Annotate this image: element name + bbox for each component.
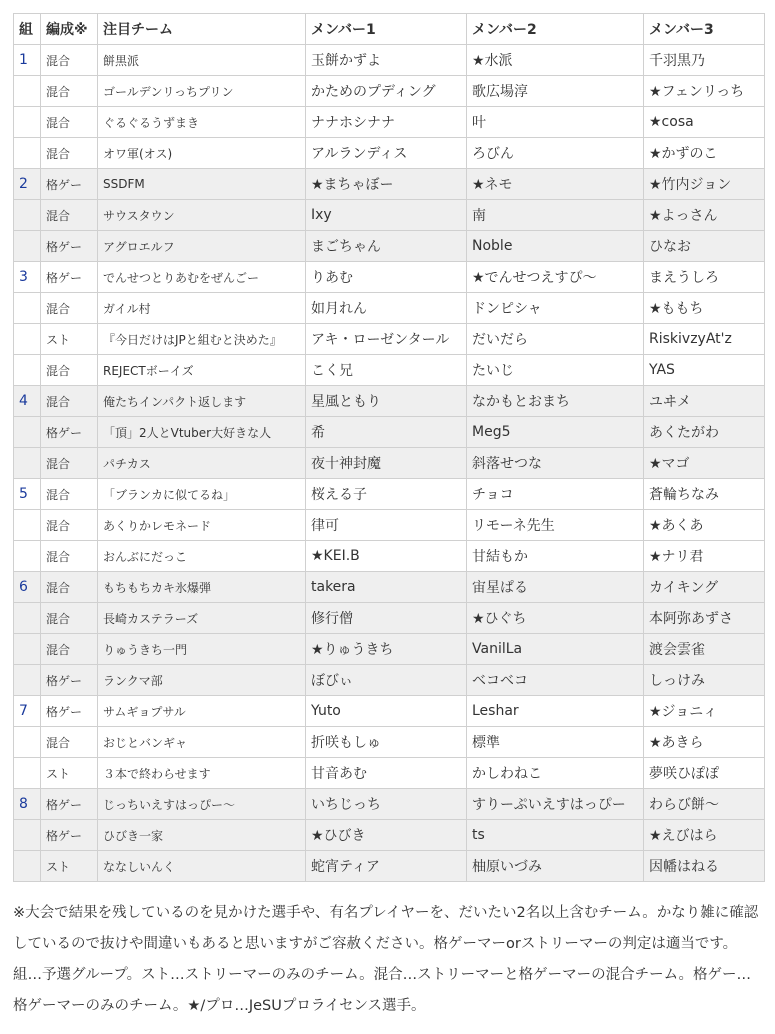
member-3-cell: ★フェンリっち [644,76,765,107]
group-cell: 2 [14,169,41,200]
member-1-cell: 玉餅かずよ [306,45,467,76]
table-row [14,510,765,541]
table-row [14,262,765,293]
member-1-cell: 星風ともり [306,386,467,417]
group-cell: 1 [14,45,41,76]
member-2-cell: ★ひぐち [467,603,644,634]
formation-cell: 混合 [41,45,98,76]
formation-cell: 格ゲー [41,789,98,820]
member-2-cell: ★水派 [467,45,644,76]
team-table-container [13,13,764,882]
formation-cell: 混合 [41,634,98,665]
member-1-cell: りあむ [306,262,467,293]
team-name-cell: あくりかレモネード [98,510,306,541]
header-group: 組 [14,14,41,45]
member-1-cell: Yuto [306,696,467,727]
member-3-cell: あくたがわ [644,417,765,448]
group-cell [14,448,41,479]
member-1-cell: まごちゃん [306,231,467,262]
member-3-cell: 夢咲ひぽぽ [644,758,765,789]
header-member-1: メンバー1 [306,14,467,45]
member-1-cell: こく兄 [306,355,467,386]
team-name-cell: おじとバンギャ [98,727,306,758]
group-cell [14,138,41,169]
formation-cell: 混合 [41,386,98,417]
member-3-cell: 本阿弥あずさ [644,603,765,634]
member-2-cell: チョコ [467,479,644,510]
table-row [14,665,765,696]
team-name-cell: でんせつとりあむをぜんごー [98,262,306,293]
member-1-cell: takera [306,572,467,603]
group-cell [14,107,41,138]
table-row [14,758,765,789]
formation-cell: 混合 [41,293,98,324]
table-row [14,820,765,851]
table-row [14,386,765,417]
table-row [14,138,765,169]
team-name-cell: もちもちカキ氷爆弾 [98,572,306,603]
member-2-cell: ★ネモ [467,169,644,200]
member-2-cell: ★でんせつえすぴ〜 [467,262,644,293]
member-1-cell: 甘音あむ [306,758,467,789]
member-3-cell: しっけみ [644,665,765,696]
member-3-cell: カイキング [644,572,765,603]
member-1-cell: アルランディス [306,138,467,169]
formation-cell: 混合 [41,355,98,386]
member-2-cell: 歌広場淳 [467,76,644,107]
table-row [14,789,765,820]
formation-cell: スト [41,851,98,882]
table-row [14,169,765,200]
member-2-cell: 斜落せつな [467,448,644,479]
member-2-cell: リモーネ先生 [467,510,644,541]
member-1-cell: ナナホシナナ [306,107,467,138]
member-3-cell: RiskivzyAt'z [644,324,765,355]
table-row [14,603,765,634]
member-1-cell: 折咲もしゅ [306,727,467,758]
member-1-cell: 桜える子 [306,479,467,510]
member-1-cell: ★りゅうきち [306,634,467,665]
member-2-cell: すりーぷいえすはっぴー [467,789,644,820]
member-3-cell: 渡会雲雀 [644,634,765,665]
team-name-cell: ３本で終わらせます [98,758,306,789]
team-name-cell: SSDFM [98,169,306,200]
table-row [14,293,765,324]
member-3-cell: ユヰメ [644,386,765,417]
formation-cell: 混合 [41,448,98,479]
member-3-cell: ★よっさん [644,200,765,231]
member-3-cell: 千羽黒乃 [644,45,765,76]
team-name-cell: 「頂」2人とVtuber大好きな人 [98,417,306,448]
member-2-cell: ベコベコ [467,665,644,696]
team-name-cell: ガイル村 [98,293,306,324]
formation-cell: 混合 [41,107,98,138]
member-3-cell: わらび餅〜 [644,789,765,820]
footnote: ※大会で結果を残しているのを見かけた選手や、有名プレイヤーを、だいたい2名以上含むチーム。かなり雑に確認しているので抜けや間違いもあると思いますがご容赦ください。格ゲーマーorストリーマーの判定は適当です。組…予選グループ。スト…ストリーマーのみのチーム。混合…ストリーマーと格ゲーマーの混合チーム。格ゲー…格ゲーマーのみのチーム。★/プロ…JeSUプロライセンス選手。 [13,905,759,1014]
member-1-cell: ぼびぃ [306,665,467,696]
group-cell: 4 [14,386,41,417]
member-2-cell: だいだら [467,324,644,355]
group-cell: 7 [14,696,41,727]
member-1-cell: 希 [306,417,467,448]
header-member-2: メンバー2 [467,14,644,45]
table-row [14,572,765,603]
team-name-cell: アグロエルフ [98,231,306,262]
member-2-cell: ts [467,820,644,851]
member-2-cell: Leshar [467,696,644,727]
team-name-cell: オワ軍(オス) [98,138,306,169]
member-3-cell: YAS [644,355,765,386]
group-cell [14,510,41,541]
group-cell [14,758,41,789]
member-1-cell: 蛇宵ティア [306,851,467,882]
formation-cell: 混合 [41,603,98,634]
table-row [14,231,765,262]
member-3-cell: ★竹内ジョン [644,169,765,200]
table-row [14,851,765,882]
table-row [14,417,765,448]
team-name-cell: パチカス [98,448,306,479]
team-name-cell: 「ブランカに似てるね」 [98,479,306,510]
header-formation: 編成※ [41,14,98,45]
formation-cell: 格ゲー [41,231,98,262]
group-cell [14,324,41,355]
member-3-cell: 因幡はねる [644,851,765,882]
formation-cell: 格ゲー [41,696,98,727]
table-row [14,479,765,510]
member-3-cell: ★ももち [644,293,765,324]
table-row [14,727,765,758]
group-cell [14,541,41,572]
member-3-cell: ★あきら [644,727,765,758]
formation-cell: 混合 [41,727,98,758]
group-cell [14,820,41,851]
team-name-cell: ランクマ部 [98,665,306,696]
formation-cell: 格ゲー [41,417,98,448]
group-cell [14,603,41,634]
member-2-cell: 柚原いづみ [467,851,644,882]
table-row [14,45,765,76]
team-name-cell: 餅黒派 [98,45,306,76]
team-name-cell: サウスタウン [98,200,306,231]
table-header-row [14,14,765,45]
member-1-cell: 夜十神封魔 [306,448,467,479]
team-name-cell: 『今日だけはJPと組むと決めた』 [98,324,306,355]
member-3-cell: ★えびはら [644,820,765,851]
table-row [14,324,765,355]
table-row [14,200,765,231]
formation-cell: 格ゲー [41,665,98,696]
group-cell [14,200,41,231]
header-team: 注目チーム [98,14,306,45]
member-3-cell: まえうしろ [644,262,765,293]
group-cell: 5 [14,479,41,510]
team-table [13,13,765,882]
member-2-cell: 南 [467,200,644,231]
member-3-cell: ★あくあ [644,510,765,541]
group-cell: 6 [14,572,41,603]
table-row [14,634,765,665]
member-2-cell: Noble [467,231,644,262]
member-2-cell: なかもとおまち [467,386,644,417]
member-2-cell: 叶 [467,107,644,138]
formation-cell: 混合 [41,541,98,572]
header-member-3: メンバー3 [644,14,765,45]
formation-cell: 混合 [41,572,98,603]
team-name-cell: ゴールデンリっちプリン [98,76,306,107]
table-row [14,541,765,572]
member-1-cell: アキ・ローゼンタール [306,324,467,355]
formation-cell: 混合 [41,510,98,541]
team-name-cell: REJECTボーイズ [98,355,306,386]
group-cell [14,634,41,665]
team-name-cell: 俺たちインパクト返します [98,386,306,417]
team-name-cell: おんぶにだっこ [98,541,306,572]
team-name-cell: サムギョプサル [98,696,306,727]
table-row [14,76,765,107]
team-name-cell: りゅうきち一門 [98,634,306,665]
formation-cell: 格ゲー [41,262,98,293]
member-2-cell: 標準 [467,727,644,758]
team-name-cell: ぐるぐるうずまき [98,107,306,138]
group-cell [14,231,41,262]
group-cell [14,293,41,324]
member-1-cell: 如月れん [306,293,467,324]
member-3-cell: ★マゴ [644,448,765,479]
member-3-cell: ひなお [644,231,765,262]
formation-cell: 混合 [41,138,98,169]
group-cell: 8 [14,789,41,820]
formation-cell: スト [41,324,98,355]
table-body [14,45,765,882]
group-cell [14,851,41,882]
member-1-cell: ★KEI.B [306,541,467,572]
table-row [14,355,765,386]
group-cell [14,76,41,107]
member-3-cell: 蒼輪ちなみ [644,479,765,510]
formation-cell: 格ゲー [41,820,98,851]
member-3-cell: ★ジョニィ [644,696,765,727]
member-2-cell: VanilLa [467,634,644,665]
team-name-cell: ななしいんく [98,851,306,882]
member-3-cell: ★かずのこ [644,138,765,169]
member-1-cell: ★まちゃぼー [306,169,467,200]
formation-cell: 混合 [41,200,98,231]
group-cell [14,727,41,758]
group-cell [14,665,41,696]
member-2-cell: かしわねこ [467,758,644,789]
member-2-cell: ろびん [467,138,644,169]
member-2-cell: Meg5 [467,417,644,448]
team-name-cell: ひびき一家 [98,820,306,851]
formation-cell: 混合 [41,76,98,107]
group-cell: 3 [14,262,41,293]
formation-cell: 混合 [41,479,98,510]
member-2-cell: ドンピシャ [467,293,644,324]
member-1-cell: ★ひびき [306,820,467,851]
table-row [14,696,765,727]
member-2-cell: たいじ [467,355,644,386]
table-row [14,107,765,138]
member-3-cell: ★cosa [644,107,765,138]
table-row [14,448,765,479]
team-name-cell: じっちいえすはっぴー〜 [98,789,306,820]
group-cell [14,355,41,386]
formation-cell: スト [41,758,98,789]
member-1-cell: いちじっち [306,789,467,820]
member-1-cell: かためのプディング [306,76,467,107]
group-cell [14,417,41,448]
member-3-cell: ★ナリ君 [644,541,765,572]
member-2-cell: 宙星ぱる [467,572,644,603]
team-name-cell: 長崎カステラーズ [98,603,306,634]
member-1-cell: 律可 [306,510,467,541]
formation-cell: 格ゲー [41,169,98,200]
member-1-cell: 修行僧 [306,603,467,634]
member-1-cell: Ixy [306,200,467,231]
member-2-cell: 甘結もか [467,541,644,572]
